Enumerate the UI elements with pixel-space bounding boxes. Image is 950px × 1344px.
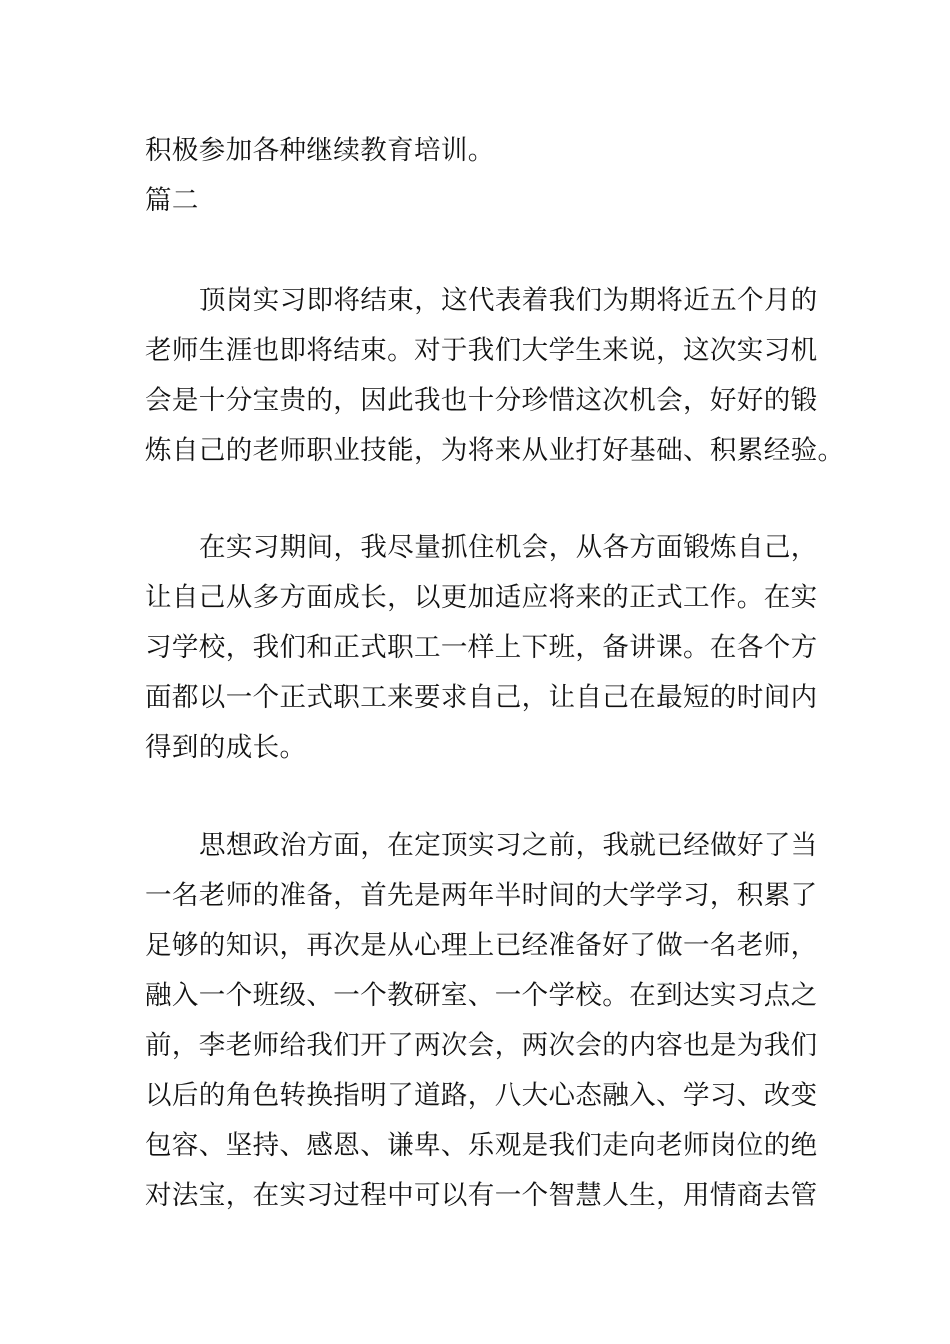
text-line: 习学校，我们和正式职工一样上下班，备讲课。在各个方 [145,632,818,663]
text-line: 老师生涯也即将结束。对于我们大学生来说，这次实习机 [145,335,818,366]
text-line: 会是十分宝贵的，因此我也十分珍惜这次机会，好好的锻 [145,385,818,416]
text-line: 顶岗实习即将结束，这代表着我们为期将近五个月的 [199,285,818,316]
text-line: 炼自己的老师职业技能，为将来从业打好基础、积累经验。 [145,435,845,466]
paragraph-2 [145,523,818,773]
intro-text [145,126,807,176]
text-line: 足够的知识，再次是从心理上已经准备好了做一名老师， [145,930,818,961]
text-line: 积极参加各种继续教育培训。 [145,135,495,166]
text-line: 以后的角色转换指明了道路，八大心态融入、学习、改变 [145,1080,818,1111]
paragraph-1 [145,276,845,476]
text-line: 面都以一个正式职工来要求自己，让自己在最短的时间内 [145,682,818,713]
text-line: 得到的成长。 [145,732,307,763]
text-line: 包容、坚持、感恩、谦卑、乐观是我们走向老师岗位的绝 [145,1130,818,1161]
section-heading [145,176,807,226]
text-line: 在实习期间，我尽量抓住机会，从各方面锻炼自己， [199,532,818,563]
text-line: 融入一个班级、一个教研室、一个学校。在到达实习点之 [145,980,818,1011]
text-line: 让自己从多方面成长，以更加适应将来的正式工作。在实 [145,582,818,613]
text-line: 前，李老师给我们开了两次会，两次会的内容也是为我们 [145,1030,818,1061]
paragraph-3 [145,821,818,1221]
section-heading-text: 篇二 [145,185,199,216]
text-line: 思想政治方面，在定顶实习之前，我就已经做好了当 [199,830,818,861]
text-line: 对法宝，在实习过程中可以有一个智慧人生，用情商去管 [145,1180,818,1211]
text-line: 一名老师的准备，首先是两年半时间的大学学习，积累了 [145,880,818,911]
